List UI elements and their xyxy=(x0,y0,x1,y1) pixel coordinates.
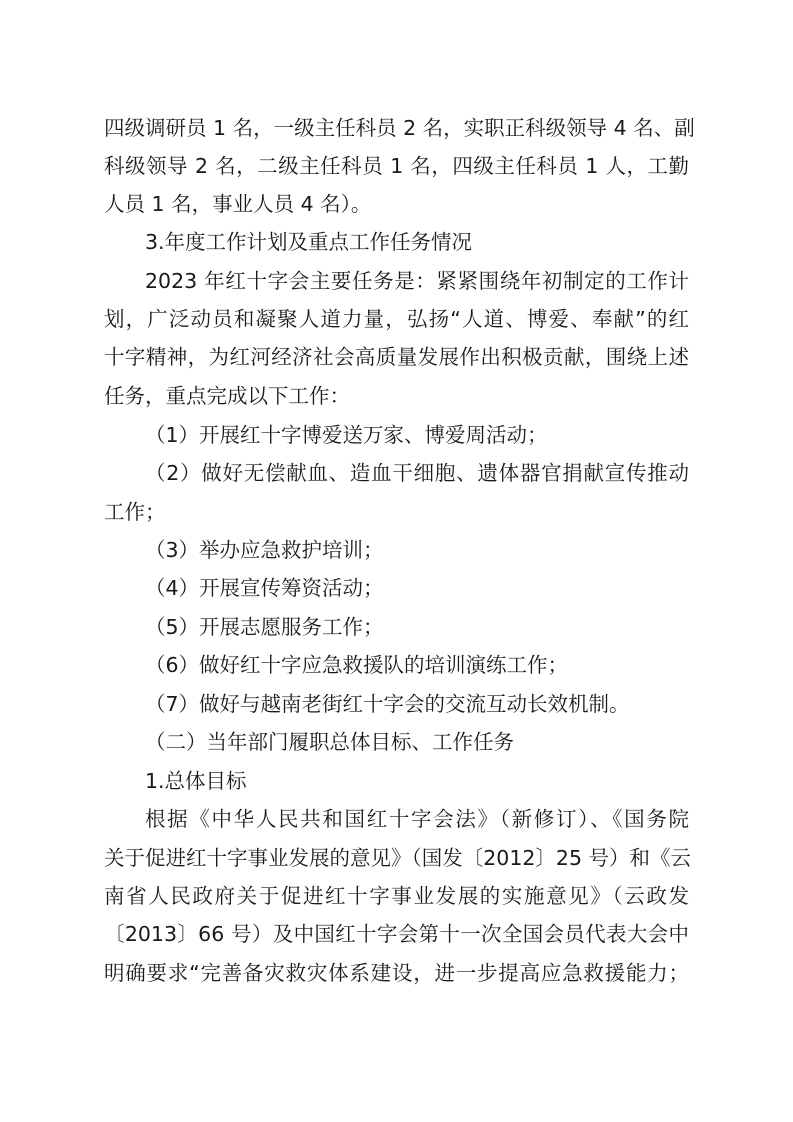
list-item-text: （5）开展志愿服务工作； xyxy=(145,615,384,639)
list-item xyxy=(0,568,793,608)
section-heading-text: 1.总体目标 xyxy=(145,769,247,793)
text-line-content: 四级调研员 1 名，一级主任科员 2 名，实职正科级领导 4 名、副 xyxy=(104,116,695,140)
list-item-text: （7）做好与越南老街红十字会的交流互动长效机制。 xyxy=(145,692,630,716)
list-item xyxy=(0,530,793,570)
text-line xyxy=(0,146,793,186)
list-item xyxy=(0,453,793,493)
text-line xyxy=(0,184,793,224)
text-line xyxy=(0,108,793,148)
list-item-continuation xyxy=(0,492,793,532)
text-line-content: 工作； xyxy=(104,500,166,524)
list-item-text: （6）做好红十字应急救援队的培训演练工作； xyxy=(145,653,569,677)
text-line xyxy=(0,838,793,878)
list-item xyxy=(0,415,793,455)
text-line xyxy=(0,337,793,377)
section-heading xyxy=(0,722,793,762)
paragraph-start xyxy=(0,799,793,839)
list-item xyxy=(0,684,793,724)
text-line xyxy=(0,914,793,954)
text-line-content: 十字精神，为红河经济社会高质量发展作出积极贡献，围绕上述 xyxy=(104,345,689,369)
list-item xyxy=(0,607,793,647)
text-line xyxy=(0,299,793,339)
list-item xyxy=(0,645,793,685)
text-line-content: 南省人民政府关于促进红十字事业发展的实施意见》（云政发 xyxy=(104,884,689,908)
text-line-content: 〔2013〕66 号）及中国红十字会第十一次全国会员代表大会中 xyxy=(104,922,689,946)
list-item-text: （1）开展红十字博爱送万家、博爱周活动； xyxy=(145,423,548,447)
section-heading xyxy=(0,222,793,262)
section-heading-text: （二）当年部门履职总体目标、工作任务 xyxy=(145,730,514,754)
text-line-content: 科级领导 2 名，二级主任科员 1 名，四级主任科员 1 人，工勤 xyxy=(104,154,689,178)
text-line xyxy=(0,953,793,993)
text-line-content: 根据《中华人民共和国红十字会法》（新修订）、《国务院 xyxy=(145,807,689,831)
text-line-content: 任务，重点完成以下工作： xyxy=(104,384,350,408)
list-item-text: （2）做好无偿献血、造血干细胞、遗体器官捐献宣传推动 xyxy=(145,461,689,485)
list-item-text: （3）举办应急救护培训； xyxy=(145,538,384,562)
text-line xyxy=(0,876,793,916)
list-item-text: （4）开展宣传筹资活动； xyxy=(145,576,384,600)
section-heading xyxy=(0,761,793,801)
text-line-content: 明确要求“完善备灾救灾体系建设，进一步提高应急救援能力； xyxy=(104,961,689,985)
paragraph-start xyxy=(0,261,793,301)
text-line xyxy=(0,376,793,416)
text-line-content: 关于促进红十字事业发展的意见》（国发〔2012〕25 号）和《云 xyxy=(104,846,692,870)
text-line-content: 划，广泛动员和凝聚人道力量，弘扬“人道、博爱、奉献”的红 xyxy=(104,307,689,331)
text-line-content: 人员 1 名，事业人员 4 名）。 xyxy=(104,192,372,216)
text-line-content: 2023 年红十字会主要任务是：紧紧围绕年初制定的工作计 xyxy=(145,269,689,293)
section-heading-text: 3.年度工作计划及重点工作任务情况 xyxy=(145,230,473,254)
